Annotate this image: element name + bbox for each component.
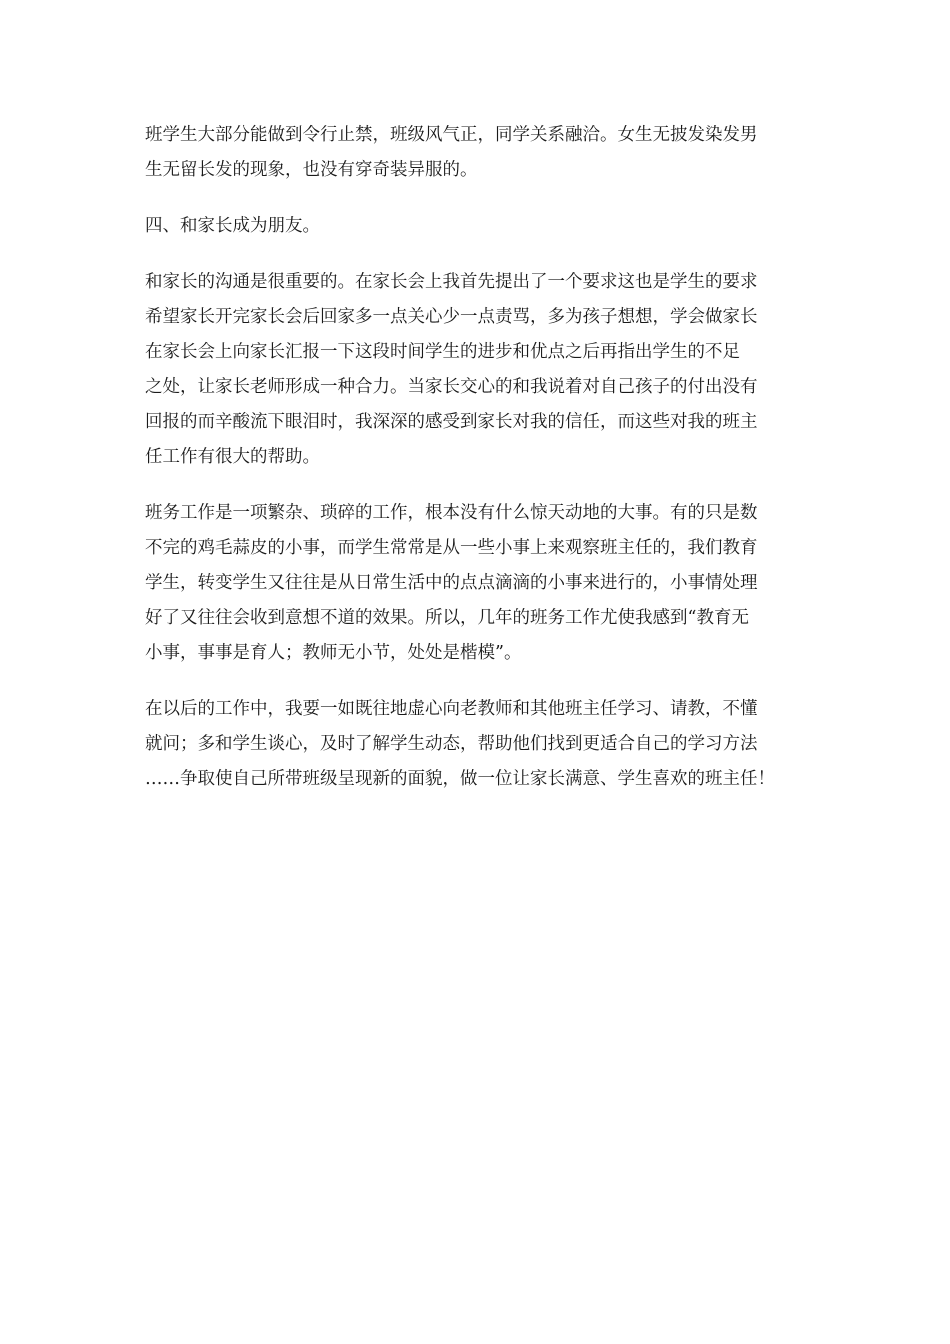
paragraph-line: 不完的鸡毛蒜皮的小事，而学生常常是从一些小事上来观察班主任的，我们教育 xyxy=(145,538,758,558)
paragraph-future-work xyxy=(145,692,825,797)
section-heading-text: 四、和家长成为朋友。 xyxy=(145,216,320,236)
paragraph-line: 和家长的沟通是很重要的。在家长会上我首先提出了一个要求这也是学生的要求 xyxy=(145,272,758,292)
paragraph-line: 之处，让家长老师形成一种合力。当家长交心的和我说着对自己孩子的付出没有 xyxy=(145,377,758,397)
paragraph-line: 任工作有很大的帮助。 xyxy=(145,447,320,467)
paragraph-line: 在以后的工作中，我要一如既往地虚心向老教师和其他班主任学习、请教，不懂 xyxy=(145,699,758,719)
paragraph-line: 希望家长开完家长会后回家多一点关心少一点责骂，多为孩子想想，学会做家长 xyxy=(145,307,758,327)
paragraph-line: ……争取使自己所带班级呈现新的面貌，做一位让家长满意、学生喜欢的班主任！ xyxy=(145,769,775,789)
paragraph-line: 生无留长发的现象，也没有穿奇装异服的。 xyxy=(145,160,478,180)
paragraph-line: 好了又往往会收到意想不道的效果。所以，几年的班务工作尤使我感到“教育无 xyxy=(145,608,749,628)
paragraph-line: 就问；多和学生谈心，及时了解学生动态，帮助他们找到更适合自己的学习方法 xyxy=(145,734,758,754)
paragraph-line: 回报的而辛酸流下眼泪时，我深深的感受到家长对我的信任，而这些对我的班主 xyxy=(145,412,758,432)
section-heading-parents xyxy=(145,209,825,244)
paragraph-parent-communication xyxy=(145,265,825,475)
paragraph-line: 小事，事事是育人；教师无小节，处处是楷模”。 xyxy=(145,643,522,663)
document-page xyxy=(145,118,825,818)
paragraph-class-discipline xyxy=(145,118,825,188)
paragraph-line: 学生，转变学生又往往是从日常生活中的点点滴滴的小事来进行的，小事情处理 xyxy=(145,573,758,593)
paragraph-line: 班学生大部分能做到令行止禁，班级风气正，同学关系融洽。女生无披发染发男 xyxy=(145,125,758,145)
paragraph-class-affairs xyxy=(145,496,825,671)
paragraph-line: 在家长会上向家长汇报一下这段时间学生的进步和优点之后再指出学生的不足 xyxy=(145,342,740,362)
paragraph-line: 班务工作是一项繁杂、琐碎的工作，根本没有什么惊天动地的大事。有的只是数 xyxy=(145,503,758,523)
